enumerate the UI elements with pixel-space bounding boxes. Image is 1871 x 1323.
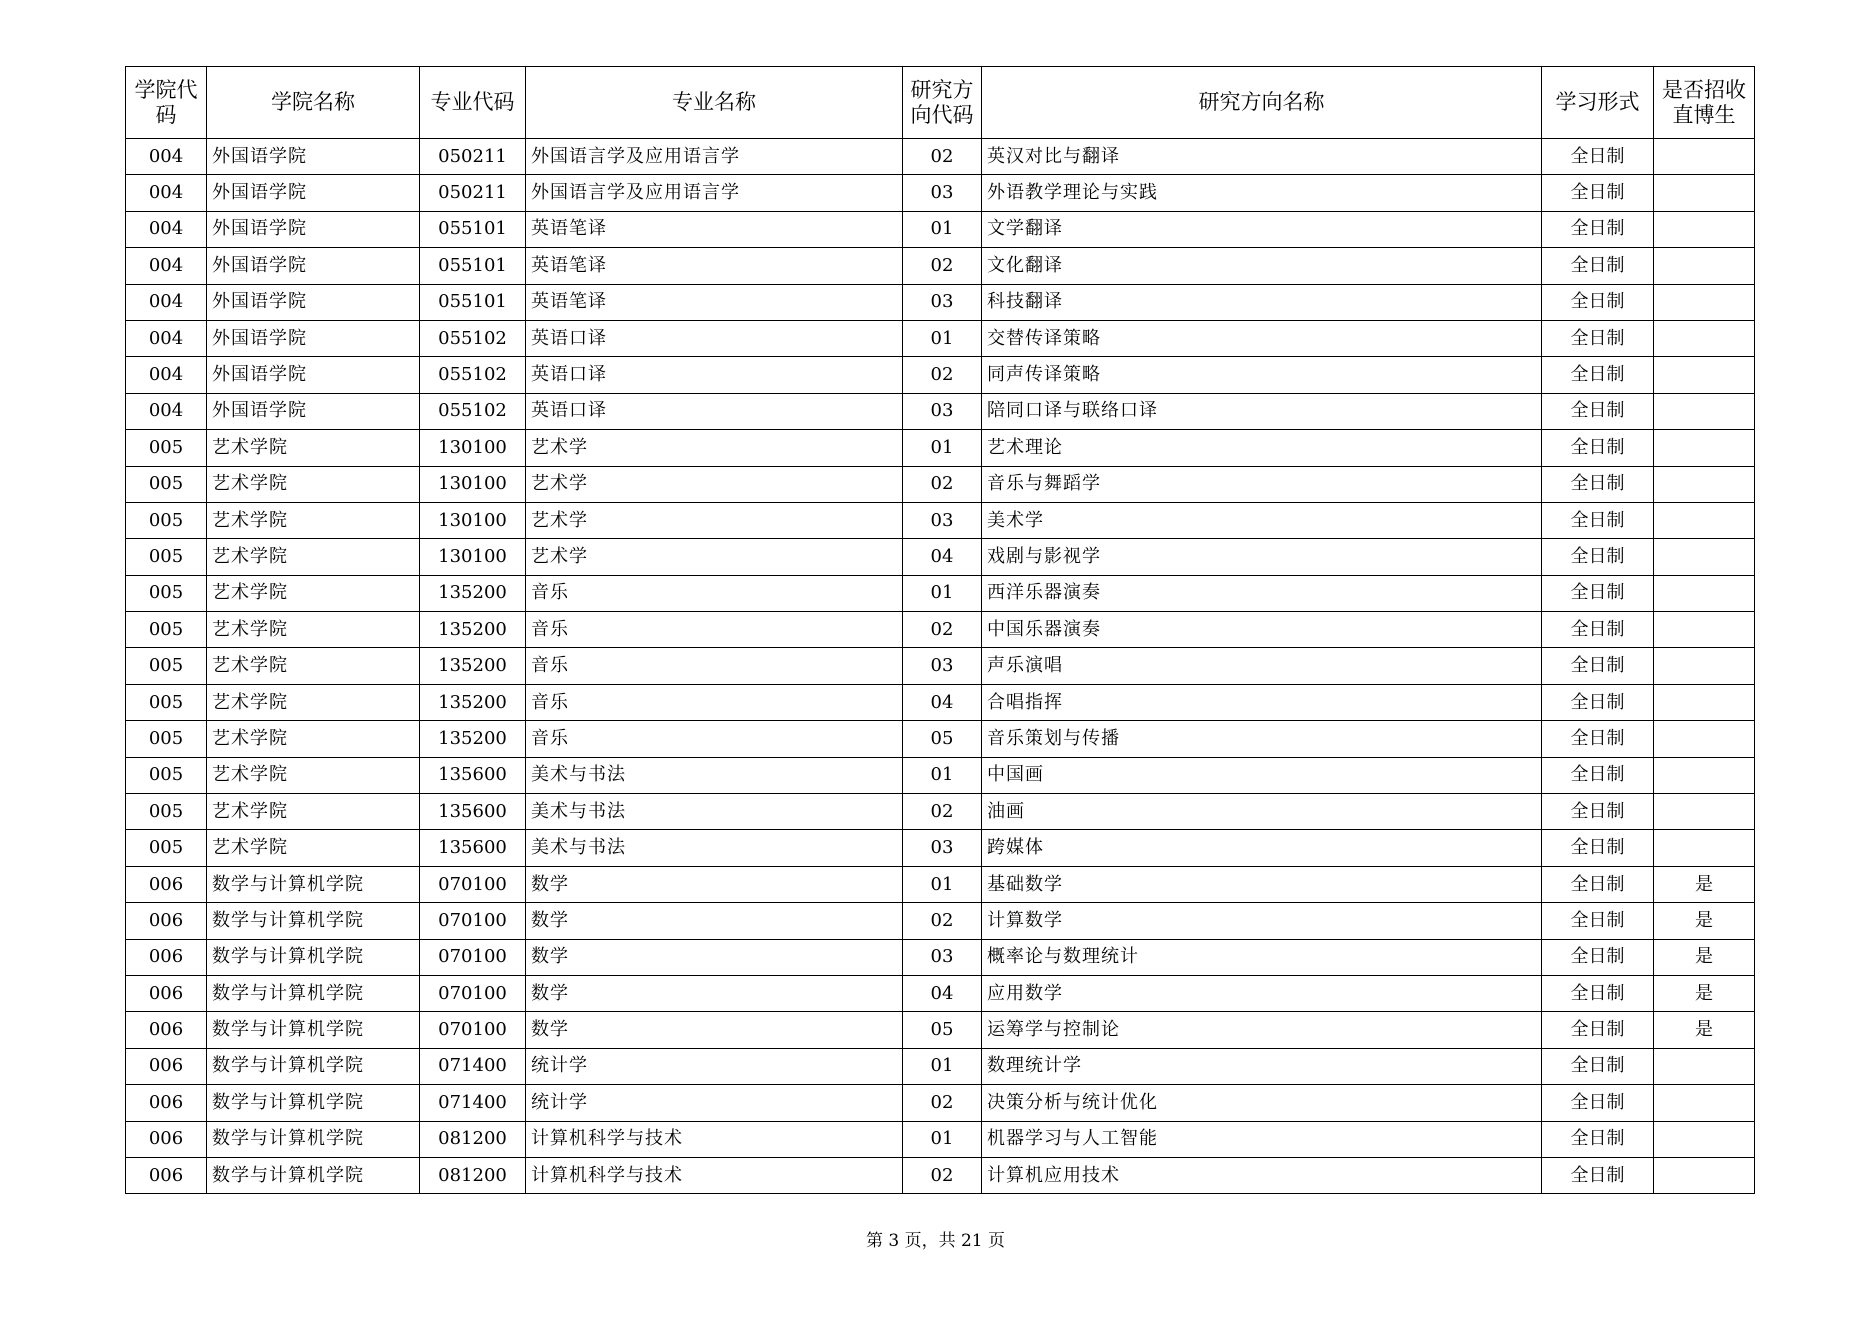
cell-major-code: 050211 bbox=[420, 175, 526, 211]
cell-direction-code: 03 bbox=[903, 284, 982, 320]
cell-college-name: 数学与计算机学院 bbox=[207, 1085, 420, 1121]
table-row bbox=[126, 939, 1755, 975]
cell-college-name: 外国语学院 bbox=[207, 320, 420, 356]
cell-major-code: 050211 bbox=[420, 139, 526, 175]
cell-direct-phd bbox=[1654, 393, 1755, 429]
cell-college-code: 004 bbox=[126, 248, 207, 284]
cell-major-code: 135600 bbox=[420, 794, 526, 830]
cell-major-name: 英语笔译 bbox=[526, 211, 903, 247]
cell-study-mode: 全日制 bbox=[1542, 139, 1654, 175]
cell-direct-phd bbox=[1654, 539, 1755, 575]
cell-major-name: 美术与书法 bbox=[526, 794, 903, 830]
cell-major-code: 055102 bbox=[420, 393, 526, 429]
cell-direct-phd bbox=[1654, 320, 1755, 356]
cell-direction-name: 音乐策划与传播 bbox=[982, 721, 1542, 757]
cell-major-name: 音乐 bbox=[526, 721, 903, 757]
cell-major-name: 数学 bbox=[526, 975, 903, 1011]
cell-direction-code: 01 bbox=[903, 757, 982, 793]
table-row bbox=[126, 466, 1755, 502]
cell-direction-code: 02 bbox=[903, 357, 982, 393]
cell-study-mode: 全日制 bbox=[1542, 466, 1654, 502]
cell-direction-name: 基础数学 bbox=[982, 866, 1542, 902]
cell-direction-name: 计算机应用技术 bbox=[982, 1157, 1542, 1193]
table-row bbox=[126, 975, 1755, 1011]
cell-college-name: 数学与计算机学院 bbox=[207, 866, 420, 902]
cell-major-code: 081200 bbox=[420, 1121, 526, 1157]
cell-direction-name: 音乐与舞蹈学 bbox=[982, 466, 1542, 502]
cell-direction-code: 04 bbox=[903, 975, 982, 1011]
cell-direct-phd: 是 bbox=[1654, 1012, 1755, 1048]
cell-college-code: 006 bbox=[126, 866, 207, 902]
cell-study-mode: 全日制 bbox=[1542, 430, 1654, 466]
cell-direct-phd bbox=[1654, 502, 1755, 538]
cell-major-name: 美术与书法 bbox=[526, 830, 903, 866]
cell-major-code: 071400 bbox=[420, 1048, 526, 1084]
cell-direction-code: 03 bbox=[903, 393, 982, 429]
cell-study-mode: 全日制 bbox=[1542, 502, 1654, 538]
cell-college-code: 004 bbox=[126, 139, 207, 175]
cell-major-name: 艺术学 bbox=[526, 430, 903, 466]
cell-major-name: 音乐 bbox=[526, 684, 903, 720]
cell-college-code: 005 bbox=[126, 684, 207, 720]
cell-college-name: 艺术学院 bbox=[207, 612, 420, 648]
cell-study-mode: 全日制 bbox=[1542, 1012, 1654, 1048]
cell-college-code: 005 bbox=[126, 575, 207, 611]
cell-major-code: 055101 bbox=[420, 211, 526, 247]
cell-major-code: 135200 bbox=[420, 721, 526, 757]
cell-major-code: 135600 bbox=[420, 830, 526, 866]
cell-major-name: 计算机科学与技术 bbox=[526, 1157, 903, 1193]
cell-college-code: 004 bbox=[126, 175, 207, 211]
cell-major-code: 055101 bbox=[420, 284, 526, 320]
table-row bbox=[126, 866, 1755, 902]
cell-major-name: 数学 bbox=[526, 866, 903, 902]
table-row bbox=[126, 320, 1755, 356]
cell-study-mode: 全日制 bbox=[1542, 939, 1654, 975]
cell-major-name: 艺术学 bbox=[526, 466, 903, 502]
table-row bbox=[126, 575, 1755, 611]
table-row bbox=[126, 1085, 1755, 1121]
cell-direct-phd bbox=[1654, 1085, 1755, 1121]
cell-study-mode: 全日制 bbox=[1542, 903, 1654, 939]
cell-college-name: 外国语学院 bbox=[207, 139, 420, 175]
cell-direct-phd bbox=[1654, 139, 1755, 175]
cell-direct-phd bbox=[1654, 248, 1755, 284]
cell-major-code: 070100 bbox=[420, 866, 526, 902]
cell-direct-phd bbox=[1654, 794, 1755, 830]
cell-college-name: 外国语学院 bbox=[207, 357, 420, 393]
cell-college-name: 外国语学院 bbox=[207, 284, 420, 320]
cell-college-code: 006 bbox=[126, 1121, 207, 1157]
cell-direction-name: 声乐演唱 bbox=[982, 648, 1542, 684]
table-row bbox=[126, 175, 1755, 211]
cell-college-name: 艺术学院 bbox=[207, 757, 420, 793]
cell-study-mode: 全日制 bbox=[1542, 975, 1654, 1011]
cell-direction-code: 01 bbox=[903, 1121, 982, 1157]
cell-direction-name: 外语教学理论与实践 bbox=[982, 175, 1542, 211]
cell-direction-name: 运筹学与控制论 bbox=[982, 1012, 1542, 1048]
cell-major-name: 艺术学 bbox=[526, 502, 903, 538]
cell-major-code: 135200 bbox=[420, 575, 526, 611]
table-row bbox=[126, 1012, 1755, 1048]
col-header-direction-name: 研究方向名称 bbox=[982, 67, 1542, 139]
cell-major-name: 外国语言学及应用语言学 bbox=[526, 139, 903, 175]
table-row bbox=[126, 139, 1755, 175]
table-row bbox=[126, 393, 1755, 429]
page-number: 第 3 页，共 21 页 bbox=[865, 1231, 1006, 1251]
cell-college-code: 005 bbox=[126, 794, 207, 830]
cell-direct-phd bbox=[1654, 1048, 1755, 1084]
cell-college-name: 外国语学院 bbox=[207, 175, 420, 211]
cell-direction-name: 文化翻译 bbox=[982, 248, 1542, 284]
col-header-major-name: 专业名称 bbox=[526, 67, 903, 139]
table-row bbox=[126, 1048, 1755, 1084]
cell-college-name: 艺术学院 bbox=[207, 575, 420, 611]
cell-direct-phd bbox=[1654, 1121, 1755, 1157]
cell-major-code: 081200 bbox=[420, 1157, 526, 1193]
cell-study-mode: 全日制 bbox=[1542, 248, 1654, 284]
cell-college-code: 004 bbox=[126, 357, 207, 393]
table-row bbox=[126, 830, 1755, 866]
cell-direction-name: 陪同口译与联络口译 bbox=[982, 393, 1542, 429]
cell-study-mode: 全日制 bbox=[1542, 284, 1654, 320]
cell-direction-code: 05 bbox=[903, 1012, 982, 1048]
cell-study-mode: 全日制 bbox=[1542, 539, 1654, 575]
table-row bbox=[126, 539, 1755, 575]
cell-college-name: 艺术学院 bbox=[207, 466, 420, 502]
cell-direct-phd: 是 bbox=[1654, 975, 1755, 1011]
cell-major-name: 音乐 bbox=[526, 612, 903, 648]
cell-study-mode: 全日制 bbox=[1542, 830, 1654, 866]
cell-direction-code: 02 bbox=[903, 1085, 982, 1121]
cell-direction-code: 03 bbox=[903, 175, 982, 211]
cell-direction-code: 02 bbox=[903, 903, 982, 939]
table-row bbox=[126, 284, 1755, 320]
cell-major-code: 135200 bbox=[420, 648, 526, 684]
cell-study-mode: 全日制 bbox=[1542, 1085, 1654, 1121]
cell-direction-name: 美术学 bbox=[982, 502, 1542, 538]
cell-college-name: 外国语学院 bbox=[207, 248, 420, 284]
cell-direction-code: 02 bbox=[903, 248, 982, 284]
cell-direction-code: 02 bbox=[903, 1157, 982, 1193]
cell-college-code: 005 bbox=[126, 612, 207, 648]
table-row bbox=[126, 357, 1755, 393]
cell-direction-name: 计算数学 bbox=[982, 903, 1542, 939]
cell-major-code: 070100 bbox=[420, 939, 526, 975]
cell-direction-name: 同声传译策略 bbox=[982, 357, 1542, 393]
cell-study-mode: 全日制 bbox=[1542, 1157, 1654, 1193]
cell-major-name: 英语口译 bbox=[526, 393, 903, 429]
cell-college-name: 数学与计算机学院 bbox=[207, 975, 420, 1011]
cell-direct-phd: 是 bbox=[1654, 903, 1755, 939]
cell-direct-phd bbox=[1654, 284, 1755, 320]
cell-study-mode: 全日制 bbox=[1542, 684, 1654, 720]
table-row bbox=[126, 757, 1755, 793]
cell-direction-code: 01 bbox=[903, 320, 982, 356]
cell-direction-code: 01 bbox=[903, 866, 982, 902]
cell-study-mode: 全日制 bbox=[1542, 175, 1654, 211]
cell-direction-name: 应用数学 bbox=[982, 975, 1542, 1011]
cell-major-name: 数学 bbox=[526, 903, 903, 939]
cell-direction-name: 戏剧与影视学 bbox=[982, 539, 1542, 575]
table-row bbox=[126, 612, 1755, 648]
table-row bbox=[126, 794, 1755, 830]
cell-college-code: 004 bbox=[126, 393, 207, 429]
cell-direction-name: 中国乐器演奏 bbox=[982, 612, 1542, 648]
cell-direction-code: 02 bbox=[903, 139, 982, 175]
cell-college-code: 006 bbox=[126, 1048, 207, 1084]
cell-college-code: 005 bbox=[126, 502, 207, 538]
cell-college-code: 004 bbox=[126, 320, 207, 356]
cell-college-name: 数学与计算机学院 bbox=[207, 939, 420, 975]
col-header-major-code: 专业代码 bbox=[420, 67, 526, 139]
cell-study-mode: 全日制 bbox=[1542, 575, 1654, 611]
cell-direction-name: 概率论与数理统计 bbox=[982, 939, 1542, 975]
cell-direct-phd bbox=[1654, 1157, 1755, 1193]
cell-major-name: 美术与书法 bbox=[526, 757, 903, 793]
table-row bbox=[126, 248, 1755, 284]
cell-direct-phd bbox=[1654, 175, 1755, 211]
table-row bbox=[126, 502, 1755, 538]
cell-study-mode: 全日制 bbox=[1542, 320, 1654, 356]
cell-direction-name: 艺术理论 bbox=[982, 430, 1542, 466]
cell-direction-code: 03 bbox=[903, 648, 982, 684]
cell-college-code: 004 bbox=[126, 211, 207, 247]
cell-study-mode: 全日制 bbox=[1542, 648, 1654, 684]
cell-direction-code: 02 bbox=[903, 612, 982, 648]
cell-college-name: 艺术学院 bbox=[207, 794, 420, 830]
cell-college-name: 外国语学院 bbox=[207, 393, 420, 429]
cell-college-code: 005 bbox=[126, 757, 207, 793]
cell-direction-name: 科技翻译 bbox=[982, 284, 1542, 320]
cell-major-code: 130100 bbox=[420, 502, 526, 538]
cell-study-mode: 全日制 bbox=[1542, 1121, 1654, 1157]
cell-direction-code: 03 bbox=[903, 502, 982, 538]
cell-college-name: 数学与计算机学院 bbox=[207, 903, 420, 939]
cell-direction-name: 数理统计学 bbox=[982, 1048, 1542, 1084]
table-row bbox=[126, 430, 1755, 466]
cell-direction-name: 机器学习与人工智能 bbox=[982, 1121, 1542, 1157]
cell-study-mode: 全日制 bbox=[1542, 757, 1654, 793]
cell-direct-phd: 是 bbox=[1654, 939, 1755, 975]
cell-college-name: 艺术学院 bbox=[207, 502, 420, 538]
cell-college-code: 006 bbox=[126, 1012, 207, 1048]
cell-major-code: 070100 bbox=[420, 903, 526, 939]
cell-major-name: 英语口译 bbox=[526, 320, 903, 356]
cell-direct-phd bbox=[1654, 575, 1755, 611]
col-header-study-mode: 学习形式 bbox=[1542, 67, 1654, 139]
col-header-college-code: 学院代码 bbox=[126, 67, 207, 139]
cell-college-code: 005 bbox=[126, 430, 207, 466]
cell-direct-phd bbox=[1654, 684, 1755, 720]
cell-college-code: 006 bbox=[126, 939, 207, 975]
cell-college-name: 艺术学院 bbox=[207, 830, 420, 866]
cell-direct-phd bbox=[1654, 757, 1755, 793]
cell-major-code: 135600 bbox=[420, 757, 526, 793]
cell-college-code: 006 bbox=[126, 1157, 207, 1193]
col-header-direct-phd: 是否招收直博生 bbox=[1654, 67, 1755, 139]
cell-college-code: 005 bbox=[126, 466, 207, 502]
cell-major-code: 130100 bbox=[420, 539, 526, 575]
cell-major-code: 135200 bbox=[420, 612, 526, 648]
cell-direction-name: 文学翻译 bbox=[982, 211, 1542, 247]
col-header-direction-code: 研究方向代码 bbox=[903, 67, 982, 139]
cell-direction-code: 02 bbox=[903, 794, 982, 830]
cell-study-mode: 全日制 bbox=[1542, 612, 1654, 648]
cell-college-name: 数学与计算机学院 bbox=[207, 1048, 420, 1084]
cell-direct-phd bbox=[1654, 648, 1755, 684]
table-row bbox=[126, 211, 1755, 247]
cell-direct-phd bbox=[1654, 612, 1755, 648]
cell-major-name: 艺术学 bbox=[526, 539, 903, 575]
cell-major-code: 135200 bbox=[420, 684, 526, 720]
cell-direction-name: 合唱指挥 bbox=[982, 684, 1542, 720]
cell-study-mode: 全日制 bbox=[1542, 721, 1654, 757]
cell-major-name: 统计学 bbox=[526, 1048, 903, 1084]
cell-college-code: 006 bbox=[126, 1085, 207, 1121]
cell-direction-code: 01 bbox=[903, 1048, 982, 1084]
cell-direct-phd bbox=[1654, 466, 1755, 502]
cell-study-mode: 全日制 bbox=[1542, 1048, 1654, 1084]
table-row bbox=[126, 903, 1755, 939]
cell-major-name: 英语笔译 bbox=[526, 248, 903, 284]
cell-study-mode: 全日制 bbox=[1542, 794, 1654, 830]
header-row bbox=[126, 67, 1755, 139]
cell-direction-name: 中国画 bbox=[982, 757, 1542, 793]
cell-major-name: 英语笔译 bbox=[526, 284, 903, 320]
cell-direction-code: 01 bbox=[903, 211, 982, 247]
table-row bbox=[126, 721, 1755, 757]
cell-college-name: 艺术学院 bbox=[207, 539, 420, 575]
cell-direction-code: 03 bbox=[903, 830, 982, 866]
cell-major-code: 055102 bbox=[420, 357, 526, 393]
cell-direction-code: 04 bbox=[903, 539, 982, 575]
cell-direction-name: 西洋乐器演奏 bbox=[982, 575, 1542, 611]
cell-college-code: 005 bbox=[126, 539, 207, 575]
cell-major-code: 070100 bbox=[420, 1012, 526, 1048]
cell-direct-phd bbox=[1654, 357, 1755, 393]
cell-study-mode: 全日制 bbox=[1542, 866, 1654, 902]
cell-college-name: 艺术学院 bbox=[207, 721, 420, 757]
cell-college-name: 艺术学院 bbox=[207, 648, 420, 684]
cell-direct-phd: 是 bbox=[1654, 866, 1755, 902]
cell-direct-phd bbox=[1654, 830, 1755, 866]
cell-major-code: 130100 bbox=[420, 466, 526, 502]
cell-study-mode: 全日制 bbox=[1542, 393, 1654, 429]
cell-major-name: 英语口译 bbox=[526, 357, 903, 393]
cell-direction-code: 02 bbox=[903, 466, 982, 502]
cell-major-name: 音乐 bbox=[526, 575, 903, 611]
cell-direction-name: 跨媒体 bbox=[982, 830, 1542, 866]
cell-direction-name: 决策分析与统计优化 bbox=[982, 1085, 1542, 1121]
cell-direct-phd bbox=[1654, 211, 1755, 247]
cell-major-name: 统计学 bbox=[526, 1085, 903, 1121]
table-row bbox=[126, 648, 1755, 684]
cell-direction-name: 交替传译策略 bbox=[982, 320, 1542, 356]
cell-major-name: 数学 bbox=[526, 1012, 903, 1048]
cell-study-mode: 全日制 bbox=[1542, 211, 1654, 247]
cell-college-code: 005 bbox=[126, 721, 207, 757]
cell-college-code: 004 bbox=[126, 284, 207, 320]
cell-direction-name: 油画 bbox=[982, 794, 1542, 830]
cell-college-name: 数学与计算机学院 bbox=[207, 1157, 420, 1193]
cell-study-mode: 全日制 bbox=[1542, 357, 1654, 393]
col-header-college-name: 学院名称 bbox=[207, 67, 420, 139]
cell-direct-phd bbox=[1654, 430, 1755, 466]
cell-college-code: 005 bbox=[126, 648, 207, 684]
cell-direction-name: 英汉对比与翻译 bbox=[982, 139, 1542, 175]
cell-major-name: 外国语言学及应用语言学 bbox=[526, 175, 903, 211]
cell-direction-code: 05 bbox=[903, 721, 982, 757]
cell-direction-code: 03 bbox=[903, 939, 982, 975]
cell-direction-code: 01 bbox=[903, 575, 982, 611]
cell-major-code: 055101 bbox=[420, 248, 526, 284]
cell-major-code: 130100 bbox=[420, 430, 526, 466]
cell-college-name: 数学与计算机学院 bbox=[207, 1121, 420, 1157]
cell-major-code: 055102 bbox=[420, 320, 526, 356]
cell-direct-phd bbox=[1654, 721, 1755, 757]
cell-direction-code: 01 bbox=[903, 430, 982, 466]
cell-college-name: 外国语学院 bbox=[207, 211, 420, 247]
cell-college-code: 006 bbox=[126, 975, 207, 1011]
cell-major-code: 070100 bbox=[420, 975, 526, 1011]
cell-major-name: 计算机科学与技术 bbox=[526, 1121, 903, 1157]
cell-direction-code: 04 bbox=[903, 684, 982, 720]
program-table bbox=[125, 66, 1755, 1194]
table-row bbox=[126, 684, 1755, 720]
cell-major-name: 数学 bbox=[526, 939, 903, 975]
cell-college-name: 数学与计算机学院 bbox=[207, 1012, 420, 1048]
cell-college-code: 005 bbox=[126, 830, 207, 866]
cell-major-name: 音乐 bbox=[526, 648, 903, 684]
cell-college-name: 艺术学院 bbox=[207, 684, 420, 720]
cell-college-name: 艺术学院 bbox=[207, 430, 420, 466]
cell-major-code: 071400 bbox=[420, 1085, 526, 1121]
table-row bbox=[126, 1157, 1755, 1193]
table-row bbox=[126, 1121, 1755, 1157]
cell-college-code: 006 bbox=[126, 903, 207, 939]
